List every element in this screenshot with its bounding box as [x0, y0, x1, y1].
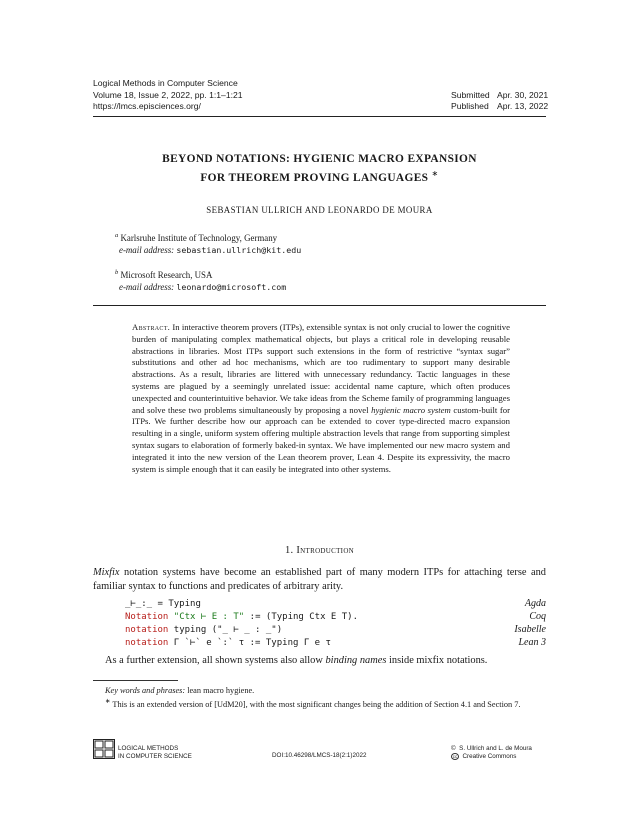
after-code-paragraph — [93, 654, 546, 668]
intro-text: notation systems have become an established part of many modern ITPs for attaching terse and familiar syntax to functions and predicates of arbitrary arity. — [93, 567, 546, 592]
code-line-agda — [125, 598, 201, 610]
after-code-text-1: As a further extension, all shown systems also allow — [105, 655, 326, 666]
star-note: This is an extended version of [UdM20], with the most significant changes being the addition of Section 4.1 and Section 7. — [112, 699, 521, 709]
copyright-holders: S. Ullrich and L. de Moura — [459, 745, 532, 752]
affiliation-institution-a: Karlsruhe Institute of Technology, Germany — [120, 232, 278, 243]
system-isabelle: Isabelle — [514, 624, 546, 635]
email-label-a: e-mail address: — [119, 244, 175, 255]
keywords: lean macro hygiene. — [185, 686, 255, 695]
doi[interactable]: DOI:10.46298/LMCS-18(2:1)2022 — [272, 752, 367, 759]
code-rest: Γ `⊢` e `:` τ := Typing Γ e τ — [168, 638, 331, 648]
header-rule — [93, 116, 546, 117]
authors: SEBASTIAN ULLRICH AND LEONARDO DE MOURA — [206, 205, 433, 215]
intro-emph: Mixfix — [93, 567, 120, 578]
intro-paragraph — [93, 566, 546, 593]
title-line-1: BEYOND NOTATIONS: HYGIENIC MACRO EXPANSION — [162, 153, 477, 165]
footnotes — [93, 685, 546, 710]
dates-block — [451, 90, 548, 113]
journal-header — [93, 78, 243, 113]
title-line-2: FOR THEOREM PROVING LANGUAGES — [200, 171, 429, 184]
affiliation-a — [115, 230, 301, 256]
journal-url[interactable]: https://lmcs.episciences.org/ — [93, 101, 201, 111]
code-rest: := (Typing Ctx E T). — [244, 612, 359, 622]
footnote-rule — [93, 680, 178, 681]
code-line-isabelle — [125, 624, 282, 636]
system-coq: Coq — [529, 611, 546, 622]
affiliation-mark-b: b — [115, 269, 119, 276]
code-line-coq — [125, 611, 358, 623]
code-keyword: notation — [125, 625, 169, 635]
code-keyword: notation — [125, 638, 169, 648]
after-code-text-2: inside mixfix notations. — [386, 655, 488, 666]
published-label: Published — [451, 101, 489, 111]
abstract-text-1: In interactive theorem provers (ITPs), extensible syntax is not only crucial to lower the cognitive burden of manipulating complex mathematical objects, but plays a critical role in developing reusable abstractions in libraries. Most ITPs support such extensions in the form of restrictive “syntax sugar” substitutions and other ad hoc mechanisms, which are too rudimentary to support many desirable abstractions. As a result, libraries are littered with unnecessary redundancy. Tactic languages in these systems are plagued by a seemingly unrelated issue: accidental name capture, which often produces unexpected and counterintuitive behavior. We take ideas from the Scheme family of programming languages and solve these two problems simultaneously by proposing a novel — [132, 322, 510, 415]
after-code-emph: binding names — [325, 655, 387, 666]
lmcs-logo — [93, 739, 115, 759]
keywords-label: Key words and phrases: — [105, 686, 186, 695]
star-mark: ∗ — [105, 698, 111, 705]
logo-text — [118, 745, 192, 760]
affiliation-institution-b: Microsoft Research, USA — [120, 269, 213, 280]
email-b[interactable]: leonardo@microsoft.com — [176, 281, 287, 292]
abstract — [132, 322, 510, 475]
published-date: Apr. 13, 2022 — [497, 101, 549, 111]
affiliation-rule — [93, 305, 546, 306]
code-string: "Ctx ⊢ E : T" — [173, 612, 245, 622]
code-line-lean — [125, 637, 331, 649]
logo-line-1: LOGICAL METHODS — [118, 745, 179, 752]
abstract-emph: hygienic macro system — [371, 404, 451, 415]
abstract-label: Abstract. — [132, 322, 171, 332]
cc-icon: cc — [452, 753, 458, 759]
system-agda: Agda — [524, 598, 546, 609]
license-block — [451, 745, 532, 760]
journal-name: Logical Methods in Computer Science — [93, 78, 238, 88]
copyright-icon: © — [451, 745, 456, 752]
section-title: Introduction — [296, 545, 355, 556]
section-heading — [93, 545, 546, 556]
title-footnote-mark: ∗ — [431, 168, 439, 178]
lmcs-logo-icon — [93, 739, 115, 759]
code-rest: _⊢_:_ = Typing — [125, 599, 201, 609]
email-label-b: e-mail address: — [119, 281, 175, 292]
system-lean: Lean 3 — [518, 637, 546, 648]
section-number: 1. — [284, 545, 294, 556]
journal-volume: Volume 18, Issue 2, 2022, pp. 1:1–1:21 — [93, 89, 243, 100]
code-rest: typing ("_ ⊢ _ : _") — [168, 625, 283, 635]
email-a[interactable]: sebastian.ullrich@kit.edu — [176, 244, 302, 255]
affiliation-mark-a: a — [115, 232, 119, 239]
submitted-label: Submitted — [451, 89, 490, 100]
license-name[interactable]: Creative Commons — [462, 752, 517, 760]
affiliation-b — [115, 267, 286, 293]
logo-line-2: IN COMPUTER SCIENCE — [118, 752, 192, 760]
paper-title — [93, 152, 546, 185]
abstract-text-2: custom-built for ITPs. We further describe how our approach can be extended to cover type-directed macro expansion resulting in a single, uniform system offering multiple abstraction levels that range from supporting simplest syntax sugars to elaboration of formerly baked-in syntax. We have implemented our new macro system and integrated it into the new version of the Lean theorem prover, Lean 4. Despite its expressivity, the macro system is simple enough that it can easily be integrated into other systems. — [132, 404, 511, 474]
submitted-date: Apr. 30, 2021 — [497, 89, 549, 100]
code-keyword: Notation — [125, 612, 169, 622]
